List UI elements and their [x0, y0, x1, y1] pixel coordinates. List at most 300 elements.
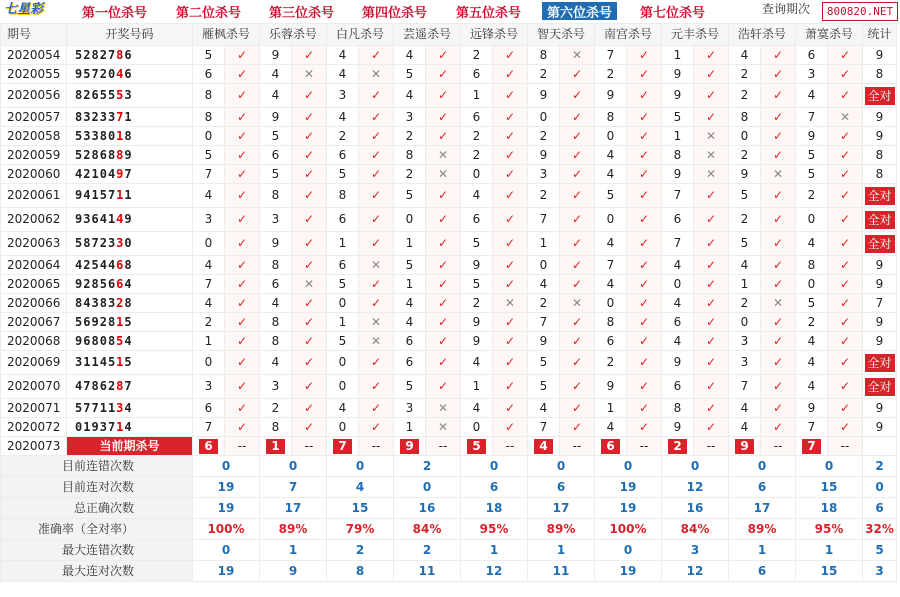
check-mark-icon: ✓ [627, 375, 662, 399]
draw-digit: 3 [75, 355, 84, 369]
summary-value: 2 [327, 540, 394, 561]
summary-value: 0 [595, 540, 662, 561]
draw-digit: 6 [116, 276, 125, 291]
kill-pick: 6 [461, 208, 493, 232]
kill-pick: 2 [796, 184, 828, 208]
check-mark-icon: ✓ [761, 127, 796, 146]
cross-mark-icon: ✕ [560, 46, 595, 65]
summary-label: 目前连对次数 [1, 477, 193, 498]
kill-pick: 5 [662, 108, 694, 127]
summary-value: 2 [394, 456, 461, 477]
summary-value: 16 [662, 498, 729, 519]
check-mark-icon: ✓ [694, 313, 729, 332]
no-result-dash: -- [694, 437, 729, 456]
col-header-expert[interactable]: 智天杀号 [528, 24, 595, 46]
issue-number: 2020067 [1, 313, 67, 332]
cross-mark-icon: ✕ [694, 146, 729, 165]
kill-pick: 6 [260, 275, 292, 294]
summary-value: 1 [461, 540, 528, 561]
kill-pick: 6 [662, 375, 694, 399]
kill-pick: 0 [528, 256, 560, 275]
kill-pick: 9 [796, 399, 828, 418]
kill-pick: 0 [595, 208, 627, 232]
table-row [1, 294, 897, 313]
kill-pick: 4 [260, 351, 292, 375]
summary-value: 6 [528, 477, 595, 498]
draw-digit: 7 [107, 188, 117, 202]
col-header-expert[interactable]: 南宫杀号 [595, 24, 662, 46]
check-mark-icon: ✓ [627, 208, 662, 232]
draw-digit: 5 [75, 47, 84, 62]
cross-mark-icon: ✕ [359, 256, 394, 275]
check-mark-icon: ✓ [225, 332, 260, 351]
kill-pick: 5 [394, 256, 426, 275]
kill-pick: 1 [662, 127, 694, 146]
kill-pick: 8 [327, 184, 359, 208]
check-mark-icon: ✓ [560, 256, 595, 275]
kill-pick: 2 [729, 208, 761, 232]
check-mark-icon: ✓ [627, 232, 662, 256]
draw-digit: 3 [107, 236, 117, 250]
check-mark-icon: ✓ [560, 165, 595, 184]
query-issue-label[interactable]: 查询期次 [762, 2, 811, 16]
draw-digit: 0 [124, 236, 133, 250]
check-mark-icon: ✓ [426, 313, 461, 332]
draw-digit: 5 [75, 236, 84, 250]
row-stat: 8 [863, 165, 897, 184]
check-mark-icon: ✓ [493, 399, 528, 418]
kill-pick: 7 [193, 165, 225, 184]
issue-number: 2020064 [1, 256, 67, 275]
cross-mark-icon: ✕ [359, 65, 394, 84]
kill-pick: 1 [461, 375, 493, 399]
summary-value: 89% [528, 519, 595, 540]
draw-digit: 9 [124, 147, 133, 162]
check-mark-icon: ✓ [359, 275, 394, 294]
kill-pick: 4 [193, 294, 225, 313]
kill-pick: 5 [595, 184, 627, 208]
tab-pos-1[interactable]: 第一位杀号 [82, 6, 148, 21]
summary-value: 95% [796, 519, 863, 540]
issue-number: 2020061 [1, 184, 67, 208]
kill-pick: 5 [528, 351, 560, 375]
check-mark-icon: ✓ [292, 375, 327, 399]
draw-digit: 5 [107, 355, 117, 369]
kill-pick: 9 [796, 127, 828, 146]
draw-digit: 9 [91, 419, 100, 434]
check-mark-icon: ✓ [627, 184, 662, 208]
table-row [1, 208, 897, 232]
cross-mark-icon: ✕ [426, 399, 461, 418]
kill-pick: 2 [729, 84, 761, 108]
check-mark-icon: ✓ [292, 332, 327, 351]
kill-pick: 6 [662, 208, 694, 232]
summary-value: 15 [796, 477, 863, 498]
table-row [1, 108, 897, 127]
kill-number-table [0, 23, 897, 582]
draw-digit: 1 [91, 166, 100, 181]
draw-digit: 9 [75, 276, 84, 291]
kill-pick: 1 [461, 84, 493, 108]
kill-pick: 9 [528, 332, 560, 351]
kill-pick: 4 [327, 108, 359, 127]
kill-pick: 7 [528, 313, 560, 332]
check-mark-icon: ✓ [694, 46, 729, 65]
summary-value: 0 [260, 456, 327, 477]
kill-pick: 4 [796, 375, 828, 399]
check-mark-icon: ✓ [426, 108, 461, 127]
summary-stat: 3 [863, 561, 897, 582]
summary-label: 总正确次数 [1, 498, 193, 519]
table-row [1, 232, 897, 256]
check-mark-icon: ✓ [359, 294, 394, 313]
draw-digit: 4 [75, 166, 84, 181]
check-mark-icon: ✓ [426, 294, 461, 313]
col-header-expert[interactable]: 元丰杀号 [662, 24, 729, 46]
tab-pos-7[interactable]: 第七位杀号 [640, 6, 706, 21]
check-mark-icon: ✓ [761, 275, 796, 294]
check-mark-icon: ✓ [694, 65, 729, 84]
summary-value: 19 [193, 561, 260, 582]
summary-value: 17 [729, 498, 796, 519]
draw-digit: 1 [107, 400, 117, 415]
kill-pick: 4 [193, 184, 225, 208]
current-kill-cell [662, 437, 694, 456]
row-stat: 9 [863, 399, 897, 418]
kill-pick: 9 [260, 108, 292, 127]
current-kill-cell [193, 437, 225, 456]
check-mark-icon: ✓ [426, 184, 461, 208]
summary-label: 最大连错次数 [1, 540, 193, 561]
check-mark-icon: ✓ [292, 418, 327, 437]
summary-value: 3 [662, 540, 729, 561]
tab-pos-4[interactable]: 第四位杀号 [362, 6, 428, 21]
kill-pick: 4 [327, 46, 359, 65]
draw-numbers [67, 165, 193, 184]
check-mark-icon: ✓ [694, 375, 729, 399]
draw-digit: 8 [107, 333, 117, 348]
kill-pick: 0 [461, 165, 493, 184]
summary-value: 1 [528, 540, 595, 561]
kill-pick: 4 [729, 399, 761, 418]
draw-digit: 4 [99, 212, 108, 226]
kill-pick: 9 [729, 165, 761, 184]
current-kill-number: 4 [534, 439, 553, 454]
check-mark-icon: ✓ [560, 146, 595, 165]
kill-pick: 4 [260, 294, 292, 313]
cross-mark-icon: ✕ [694, 127, 729, 146]
table-header-row [1, 24, 897, 46]
site-badge[interactable]: 800820.NET [822, 2, 898, 21]
check-mark-icon: ✓ [292, 108, 327, 127]
kill-pick: 6 [394, 332, 426, 351]
issue-number: 2020056 [1, 84, 67, 108]
kill-pick: 8 [595, 108, 627, 127]
check-mark-icon: ✓ [828, 65, 863, 84]
kill-pick: 2 [394, 165, 426, 184]
row-stat [863, 184, 897, 208]
row-stat: 9 [863, 46, 897, 65]
draw-digit: 8 [75, 88, 84, 102]
summary-stat: 6 [863, 498, 897, 519]
check-mark-icon: ✓ [761, 184, 796, 208]
summary-label: 准确率（全对率） [1, 519, 193, 540]
check-mark-icon: ✓ [225, 84, 260, 108]
draw-digit: 6 [124, 66, 133, 81]
summary-value: 0 [394, 477, 461, 498]
cross-mark-icon: ✕ [426, 165, 461, 184]
check-mark-icon: ✓ [761, 232, 796, 256]
check-mark-icon: ✓ [828, 84, 863, 108]
draw-digit: 7 [91, 66, 100, 81]
kill-pick: 8 [662, 146, 694, 165]
check-mark-icon: ✓ [493, 232, 528, 256]
kill-pick: 2 [729, 294, 761, 313]
draw-digit: 3 [91, 128, 100, 143]
check-mark-icon: ✓ [627, 65, 662, 84]
check-mark-icon: ✓ [560, 275, 595, 294]
check-mark-icon: ✓ [694, 108, 729, 127]
check-mark-icon: ✓ [225, 313, 260, 332]
draw-digit: 8 [107, 147, 117, 162]
check-mark-icon: ✓ [292, 184, 327, 208]
check-mark-icon: ✓ [828, 184, 863, 208]
draw-digit: 2 [99, 66, 108, 81]
kill-pick: 3 [327, 84, 359, 108]
summary-value: 0 [662, 456, 729, 477]
current-kill-cell [394, 437, 426, 456]
issue-number: 2020065 [1, 275, 67, 294]
draw-numbers [67, 208, 193, 232]
kill-pick: 8 [260, 313, 292, 332]
kill-pick: 0 [729, 313, 761, 332]
kill-pick: 2 [193, 313, 225, 332]
kill-pick: 3 [260, 375, 292, 399]
cross-mark-icon: ✕ [359, 313, 394, 332]
draw-digit: 2 [99, 314, 108, 329]
kill-pick: 0 [595, 127, 627, 146]
kill-pick: 3 [260, 208, 292, 232]
draw-digit: 9 [75, 333, 84, 348]
check-mark-icon: ✓ [493, 256, 528, 275]
check-mark-icon: ✓ [761, 375, 796, 399]
draw-digit: 5 [99, 188, 108, 202]
draw-digit: 5 [124, 314, 133, 329]
table-row [1, 46, 897, 65]
check-mark-icon: ✓ [627, 313, 662, 332]
check-mark-icon: ✓ [225, 208, 260, 232]
kill-pick: 8 [662, 399, 694, 418]
issue-number: 2020069 [1, 351, 67, 375]
kill-pick: 6 [394, 351, 426, 375]
kill-pick: 3 [796, 65, 828, 84]
check-mark-icon: ✓ [292, 84, 327, 108]
summary-row [1, 561, 897, 582]
check-mark-icon: ✓ [426, 84, 461, 108]
all-correct-badge: 全对 [865, 211, 895, 229]
cross-mark-icon: ✕ [426, 418, 461, 437]
col-header-stats: 统计 [863, 24, 897, 46]
draw-digit: 6 [91, 212, 100, 226]
col-header-expert[interactable]: 雁枫杀号 [193, 24, 260, 46]
kill-pick: 4 [729, 418, 761, 437]
check-mark-icon: ✓ [694, 418, 729, 437]
summary-value: 6 [729, 477, 796, 498]
check-mark-icon: ✓ [627, 46, 662, 65]
check-mark-icon: ✓ [828, 146, 863, 165]
kill-pick: 6 [193, 399, 225, 418]
row-stat: 8 [863, 65, 897, 84]
draw-numbers [67, 399, 193, 418]
summary-value: 0 [461, 456, 528, 477]
kill-pick: 7 [193, 275, 225, 294]
all-correct-badge: 全对 [865, 235, 895, 253]
draw-digit: 1 [116, 314, 125, 329]
check-mark-icon: ✓ [627, 84, 662, 108]
summary-row [1, 456, 897, 477]
check-mark-icon: ✓ [761, 399, 796, 418]
draw-digit: 5 [116, 333, 125, 348]
check-mark-icon: ✓ [426, 127, 461, 146]
tab-pos-2[interactable]: 第二位杀号 [176, 6, 242, 21]
draw-numbers [67, 127, 193, 146]
draw-digit: 1 [124, 109, 133, 124]
tab-pos-5[interactable]: 第五位杀号 [456, 6, 522, 21]
draw-digit: 3 [99, 419, 108, 434]
tab-pos-6[interactable]: 第六位杀号 [542, 2, 617, 20]
check-mark-icon: ✓ [694, 294, 729, 313]
draw-digit: 6 [83, 314, 92, 329]
check-mark-icon: ✓ [493, 165, 528, 184]
kill-pick: 0 [327, 375, 359, 399]
kill-pick: 9 [662, 84, 694, 108]
kill-pick: 0 [796, 275, 828, 294]
check-mark-icon: ✓ [292, 256, 327, 275]
check-mark-icon: ✓ [560, 232, 595, 256]
current-kill-number: 9 [400, 439, 419, 454]
draw-digit: 2 [116, 295, 125, 310]
summary-value: 11 [528, 561, 595, 582]
check-mark-icon: ✓ [359, 375, 394, 399]
check-mark-icon: ✓ [694, 351, 729, 375]
col-header-expert[interactable]: 白凡杀号 [327, 24, 394, 46]
draw-digit: 2 [91, 109, 100, 124]
site-logo[interactable]: 七星彩 [4, 2, 44, 17]
check-mark-icon: ✓ [761, 208, 796, 232]
check-mark-icon: ✓ [694, 256, 729, 275]
issue-number: 2020058 [1, 127, 67, 146]
kill-pick: 1 [662, 46, 694, 65]
draw-digit: 7 [124, 166, 133, 181]
current-kill-cell [595, 437, 627, 456]
draw-digit: 6 [99, 147, 108, 162]
col-header-expert[interactable]: 浩轩杀号 [729, 24, 796, 46]
kill-pick: 9 [595, 375, 627, 399]
kill-pick: 1 [729, 275, 761, 294]
kill-pick: 0 [193, 351, 225, 375]
summary-value: 7 [260, 477, 327, 498]
draw-digit: 9 [124, 212, 133, 226]
kill-pick: 5 [260, 127, 292, 146]
col-header-expert[interactable]: 萧寞杀号 [796, 24, 863, 46]
tab-pos-3[interactable]: 第三位杀号 [269, 6, 335, 21]
summary-value: 6 [461, 477, 528, 498]
col-header-expert[interactable]: 远锋杀号 [461, 24, 528, 46]
draw-digit: 3 [124, 88, 133, 102]
check-mark-icon: ✓ [828, 127, 863, 146]
summary-value: 1 [729, 540, 796, 561]
kill-pick: 0 [662, 275, 694, 294]
check-mark-icon: ✓ [560, 332, 595, 351]
summary-value: 18 [461, 498, 528, 519]
kill-pick: 1 [394, 418, 426, 437]
kill-pick: 2 [528, 65, 560, 84]
cross-mark-icon: ✕ [828, 108, 863, 127]
kill-pick: 4 [796, 351, 828, 375]
kill-pick: 2 [796, 313, 828, 332]
kill-pick: 9 [662, 351, 694, 375]
summary-value: 0 [193, 540, 260, 561]
table-row [1, 399, 897, 418]
summary-value: 19 [595, 498, 662, 519]
kill-pick: 7 [662, 184, 694, 208]
summary-value: 0 [193, 456, 260, 477]
kill-pick: 5 [796, 294, 828, 313]
kill-pick: 0 [327, 294, 359, 313]
col-header-expert[interactable]: 乐蓉杀号 [260, 24, 327, 46]
issue-number: 2020063 [1, 232, 67, 256]
summary-value: 2 [394, 540, 461, 561]
kill-pick: 1 [595, 399, 627, 418]
kill-pick: 5 [394, 65, 426, 84]
summary-value: 79% [327, 519, 394, 540]
row-stat: 9 [863, 313, 897, 332]
summary-label: 目前连错次数 [1, 456, 193, 477]
draw-numbers [67, 232, 193, 256]
summary-value: 0 [729, 456, 796, 477]
kill-pick: 2 [729, 146, 761, 165]
current-kill-cell [528, 437, 560, 456]
table-row [1, 332, 897, 351]
col-header-expert[interactable]: 芸遥杀号 [394, 24, 461, 46]
check-mark-icon: ✓ [761, 84, 796, 108]
summary-value: 8 [327, 561, 394, 582]
kill-pick: 1 [327, 232, 359, 256]
draw-digit: 8 [124, 128, 133, 143]
kill-pick: 2 [528, 184, 560, 208]
kill-pick: 8 [193, 84, 225, 108]
check-mark-icon: ✓ [627, 146, 662, 165]
issue-number: 2020071 [1, 399, 67, 418]
draw-digit: 3 [116, 236, 125, 250]
kill-pick: 4 [662, 256, 694, 275]
draw-digit: 0 [99, 166, 108, 181]
kill-pick: 6 [595, 332, 627, 351]
draw-digit: 8 [83, 236, 92, 250]
current-kill-number: 6 [601, 439, 620, 454]
kill-pick: 6 [662, 313, 694, 332]
summary-value: 15 [796, 561, 863, 582]
issue-number: 2020072 [1, 418, 67, 437]
table-row [1, 418, 897, 437]
row-stat: 9 [863, 127, 897, 146]
draw-numbers [67, 418, 193, 437]
draw-digit: 8 [116, 379, 125, 393]
draw-digit: 4 [99, 257, 108, 272]
draw-digit: 4 [116, 66, 125, 81]
check-mark-icon: ✓ [359, 84, 394, 108]
draw-digit: 9 [75, 212, 84, 226]
